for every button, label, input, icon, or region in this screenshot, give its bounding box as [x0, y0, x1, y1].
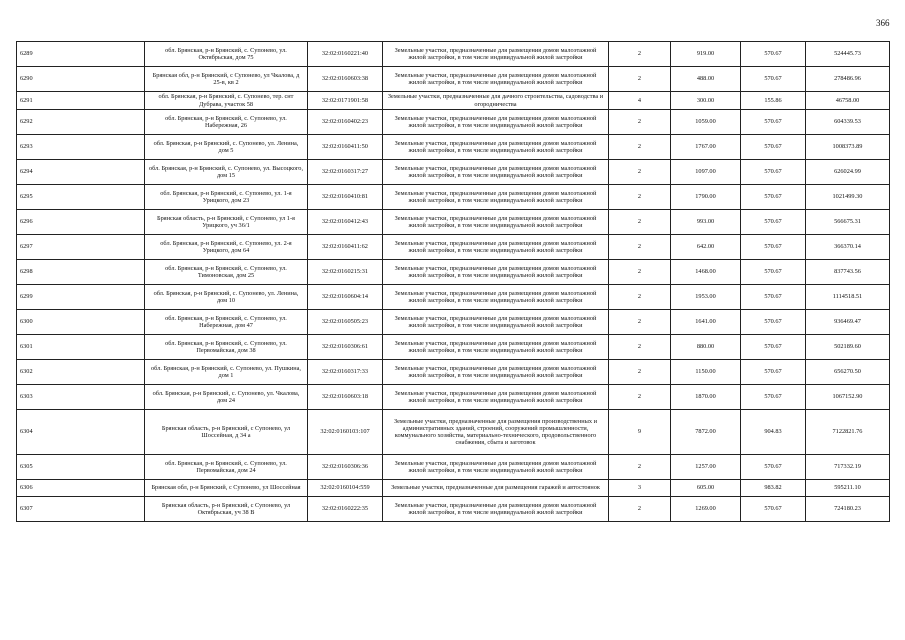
row-land-use: Земельные участки, предназначенные для размещения домов малоэтажной жилой застройки, в том числе индивидуальной жилой застройки — [383, 67, 609, 92]
row-number: 6299 — [17, 285, 145, 310]
row-cadastral-value: 626024.99 — [806, 160, 890, 185]
row-cadastral-value: 502189.60 — [806, 335, 890, 360]
row-address: Брянская область, р-н Брянский, с Супонево, ул 1-я Урицкого, уч 36/1 — [145, 210, 308, 235]
row-cadastral-value: 278486.96 — [806, 67, 890, 92]
row-cadastral-number: 32:02:0160104:559 — [308, 480, 383, 497]
row-cadastral-value: 595211.10 — [806, 480, 890, 497]
row-address: обл. Брянская, р-н Брянский, с. Супонево, ул. Тимоновская, дом 25 — [145, 260, 308, 285]
row-cadastral-value: 604339.53 — [806, 110, 890, 135]
table-row — [17, 210, 890, 235]
row-specific-value: 570.67 — [741, 210, 806, 235]
table-row — [17, 410, 890, 455]
table-row — [17, 360, 890, 385]
row-cadastral-value: 524445.73 — [806, 42, 890, 67]
row-area: 1870.00 — [671, 385, 741, 410]
row-cadastral-value: 46758.00 — [806, 92, 890, 110]
row-group: 2 — [609, 42, 671, 67]
row-group: 3 — [609, 480, 671, 497]
row-land-use: Земельные участки, предназначенные для размещения домов малоэтажной жилой застройки, в том числе индивидуальной жилой застройки — [383, 110, 609, 135]
row-address: обл. Брянская, р-н Брянский, с. Супонево, ул. Набережная, дом 47 — [145, 310, 308, 335]
row-cadastral-number: 32:02:0160317:27 — [308, 160, 383, 185]
row-land-use: Земельные участки, предназначенные для размещения домов малоэтажной жилой застройки, в том числе индивидуальной жилой застройки — [383, 260, 609, 285]
row-number: 6302 — [17, 360, 145, 385]
row-area: 300.00 — [671, 92, 741, 110]
row-group: 2 — [609, 135, 671, 160]
row-specific-value: 570.67 — [741, 285, 806, 310]
row-cadastral-number: 32:02:0160306:61 — [308, 335, 383, 360]
row-area: 605.00 — [671, 480, 741, 497]
row-number: 6296 — [17, 210, 145, 235]
row-area: 1257.00 — [671, 455, 741, 480]
row-specific-value: 155.86 — [741, 92, 806, 110]
row-group: 2 — [609, 335, 671, 360]
table-row — [17, 67, 890, 92]
row-specific-value: 570.67 — [741, 185, 806, 210]
row-cadastral-number: 32:02:0171901:58 — [308, 92, 383, 110]
row-specific-value: 570.67 — [741, 42, 806, 67]
row-cadastral-value: 566675.31 — [806, 210, 890, 235]
row-specific-value: 570.67 — [741, 135, 806, 160]
row-address: обл. Брянская, р-н Брянский, с. Супонево, ул. Чкалова, дом 24 — [145, 385, 308, 410]
row-cadastral-number: 32:02:0160103:107 — [308, 410, 383, 455]
row-cadastral-value: 366370.14 — [806, 235, 890, 260]
table-row — [17, 285, 890, 310]
row-specific-value: 570.67 — [741, 360, 806, 385]
row-cadastral-value: 1021499.30 — [806, 185, 890, 210]
table-row — [17, 92, 890, 110]
row-number: 6293 — [17, 135, 145, 160]
row-area: 880.00 — [671, 335, 741, 360]
table-row — [17, 260, 890, 285]
row-number: 6307 — [17, 497, 145, 522]
row-cadastral-value: 936469.47 — [806, 310, 890, 335]
row-specific-value: 570.67 — [741, 260, 806, 285]
row-number: 6297 — [17, 235, 145, 260]
row-cadastral-number: 32:02:0160603:18 — [308, 385, 383, 410]
row-cadastral-value: 724180.23 — [806, 497, 890, 522]
table-row — [17, 385, 890, 410]
row-group: 9 — [609, 410, 671, 455]
row-address: Брянская область, р-н Брянский, с Супонево, ул Октябрьская, уч 38 В — [145, 497, 308, 522]
row-cadastral-number: 32:02:0160215:31 — [308, 260, 383, 285]
row-area: 919.00 — [671, 42, 741, 67]
row-cadastral-number: 32:02:0160604:14 — [308, 285, 383, 310]
row-area: 993.00 — [671, 210, 741, 235]
row-group: 2 — [609, 310, 671, 335]
row-address: Брянская область, р-н Брянский, с Супонево, ул Шоссейная, д 34 а — [145, 410, 308, 455]
row-number: 6303 — [17, 385, 145, 410]
table-row — [17, 335, 890, 360]
row-address: обл. Брянская, р-н Брянский, с. Супонево, ул. Пушкина, дом 1 — [145, 360, 308, 385]
row-specific-value: 570.67 — [741, 67, 806, 92]
table-row — [17, 110, 890, 135]
row-land-use: Земельные участки, предназначенные для дачного строительства, садоводства и огородничества — [383, 92, 609, 110]
row-cadastral-number: 32:02:0160306:36 — [308, 455, 383, 480]
row-area: 1150.00 — [671, 360, 741, 385]
row-specific-value: 570.67 — [741, 110, 806, 135]
row-specific-value: 570.67 — [741, 235, 806, 260]
row-address: обл. Брянская, р-н Брянский, с. Супонево, тер. снт Дубрава, участок 58 — [145, 92, 308, 110]
row-area: 1097.00 — [671, 160, 741, 185]
row-number: 6289 — [17, 42, 145, 67]
row-cadastral-value: 1114518.51 — [806, 285, 890, 310]
row-specific-value: 904.83 — [741, 410, 806, 455]
table-row — [17, 310, 890, 335]
row-group: 2 — [609, 455, 671, 480]
page-number: 366 — [876, 18, 890, 28]
row-land-use: Земельные участки, предназначенные для размещения домов малоэтажной жилой застройки, в том числе индивидуальной жилой застройки — [383, 210, 609, 235]
row-number: 6291 — [17, 92, 145, 110]
row-group: 2 — [609, 160, 671, 185]
row-area: 1269.00 — [671, 497, 741, 522]
row-land-use: Земельные участки, предназначенные для размещения домов малоэтажной жилой застройки, в том числе индивидуальной жилой застройки — [383, 285, 609, 310]
table-row — [17, 185, 890, 210]
row-area: 7872.00 — [671, 410, 741, 455]
row-land-use: Земельные участки, предназначенные для размещения домов малоэтажной жилой застройки, в том числе индивидуальной жилой застройки — [383, 185, 609, 210]
row-number: 6304 — [17, 410, 145, 455]
row-cadastral-number: 32:02:0160412:43 — [308, 210, 383, 235]
row-number: 6305 — [17, 455, 145, 480]
row-group: 2 — [609, 385, 671, 410]
row-cadastral-value: 1067152.90 — [806, 385, 890, 410]
row-land-use: Земельные участки, предназначенные для размещения производственных и административных зданий, строений, сооружений промышленности, коммунального хозяйства, материально-технического, продовольственного снабжения, сбыта и заготовок — [383, 410, 609, 455]
row-area: 642.00 — [671, 235, 741, 260]
row-number: 6306 — [17, 480, 145, 497]
row-specific-value: 983.82 — [741, 480, 806, 497]
row-specific-value: 570.67 — [741, 310, 806, 335]
row-cadastral-value: 656270.50 — [806, 360, 890, 385]
row-group: 4 — [609, 92, 671, 110]
row-specific-value: 570.67 — [741, 455, 806, 480]
row-cadastral-value: 837743.56 — [806, 260, 890, 285]
row-land-use: Земельные участки, предназначенные для размещения домов малоэтажной жилой застройки, в том числе индивидуальной жилой застройки — [383, 42, 609, 67]
row-address: обл. Брянская, р-н Брянский, с. Супонево, ул. Высоцкого, дом 15 — [145, 160, 308, 185]
row-cadastral-number: 32:02:0160603:38 — [308, 67, 383, 92]
table-row — [17, 42, 890, 67]
row-address: обл. Брянская, р-н Брянский, с. Супонево, ул. Ленина, дом 10 — [145, 285, 308, 310]
row-cadastral-number: 32:02:0160221:40 — [308, 42, 383, 67]
table-row — [17, 160, 890, 185]
row-land-use: Земельные участки, предназначенные для размещения домов малоэтажной жилой застройки, в том числе индивидуальной жилой застройки — [383, 160, 609, 185]
row-cadastral-number: 32:02:0160410:81 — [308, 185, 383, 210]
row-area: 1059.00 — [671, 110, 741, 135]
row-number: 6300 — [17, 310, 145, 335]
row-address: обл. Брянская, р-н Брянский, с. Супонево, ул. Октябрьская, дом 75 — [145, 42, 308, 67]
row-cadastral-number: 32:02:0160505:23 — [308, 310, 383, 335]
row-land-use: Земельные участки, предназначенные для размещения домов малоэтажной жилой застройки, в том числе индивидуальной жилой застройки — [383, 310, 609, 335]
row-number: 6294 — [17, 160, 145, 185]
row-land-use: Земельные участки, предназначенные для размещения домов малоэтажной жилой застройки, в том числе индивидуальной жилой застройки — [383, 360, 609, 385]
row-area: 1767.00 — [671, 135, 741, 160]
row-cadastral-value: 7122821.76 — [806, 410, 890, 455]
table-row — [17, 497, 890, 522]
row-specific-value: 570.67 — [741, 385, 806, 410]
cadastral-value-table — [16, 41, 890, 522]
row-land-use: Земельные участки, предназначенные для размещения домов малоэтажной жилой застройки, в том числе индивидуальной жилой застройки — [383, 235, 609, 260]
row-group: 2 — [609, 110, 671, 135]
row-number: 6290 — [17, 67, 145, 92]
row-specific-value: 570.67 — [741, 160, 806, 185]
row-area: 488.00 — [671, 67, 741, 92]
row-address: обл. Брянская, р-н Брянский, с. Супонево, ул. Первомайская, дом 38 — [145, 335, 308, 360]
table-row — [17, 480, 890, 497]
row-land-use: Земельные участки, предназначенные для размещения домов малоэтажной жилой застройки, в том числе индивидуальной жилой застройки — [383, 335, 609, 360]
row-area: 1790.00 — [671, 185, 741, 210]
row-specific-value: 570.67 — [741, 335, 806, 360]
row-land-use: Земельные участки, предназначенные для размещения домов малоэтажной жилой застройки, в том числе индивидуальной жилой застройки — [383, 135, 609, 160]
row-land-use: Земельные участки, предназначенные для размещения домов малоэтажной жилой застройки, в том числе индивидуальной жилой застройки — [383, 455, 609, 480]
row-address: обл. Брянская, р-н Брянский, с. Супонево, ул. Ленина, дом 5 — [145, 135, 308, 160]
row-address: обл. Брянская, р-н Брянский, с. Супонево, ул. 1-я Урицкого, дом 23 — [145, 185, 308, 210]
row-land-use: Земельные участки, предназначенные для размещения домов малоэтажной жилой застройки, в том числе индивидуальной жилой застройки — [383, 385, 609, 410]
row-land-use: Земельные участки, предназначенные для размещения гаражей и автостоянок — [383, 480, 609, 497]
row-cadastral-number: 32:02:0160222:35 — [308, 497, 383, 522]
row-group: 2 — [609, 185, 671, 210]
row-group: 2 — [609, 260, 671, 285]
row-cadastral-number: 32:02:0160411:62 — [308, 235, 383, 260]
row-specific-value: 570.67 — [741, 497, 806, 522]
row-number: 6298 — [17, 260, 145, 285]
row-cadastral-number: 32:02:0160317:33 — [308, 360, 383, 385]
row-group: 2 — [609, 210, 671, 235]
row-address: обл. Брянская, р-н Брянский, с. Супонево, ул. Первомайская, дом 24 — [145, 455, 308, 480]
row-address: обл. Брянская, р-н Брянский, с. Супонево, ул. Набережная, 26 — [145, 110, 308, 135]
row-group: 2 — [609, 235, 671, 260]
row-area: 1468.00 — [671, 260, 741, 285]
row-area: 1641.00 — [671, 310, 741, 335]
row-cadastral-value: 717332.19 — [806, 455, 890, 480]
row-cadastral-number: 32:02:0160411:50 — [308, 135, 383, 160]
row-land-use: Земельные участки, предназначенные для размещения домов малоэтажной жилой застройки, в том числе индивидуальной жилой застройки — [383, 497, 609, 522]
row-group: 2 — [609, 285, 671, 310]
table-row — [17, 455, 890, 480]
row-area: 1953.00 — [671, 285, 741, 310]
row-group: 2 — [609, 67, 671, 92]
row-address: Брянская обл, р-н Брянский, с Супонево, ул Шоссейная — [145, 480, 308, 497]
row-number: 6292 — [17, 110, 145, 135]
row-cadastral-value: 1008373.89 — [806, 135, 890, 160]
row-group: 2 — [609, 360, 671, 385]
row-number: 6301 — [17, 335, 145, 360]
row-address: Брянская обл, р-н Брянский, с Супонево, ул Чкалова, д 25-в, кв 2 — [145, 67, 308, 92]
row-number: 6295 — [17, 185, 145, 210]
row-cadastral-number: 32:02:0160402:23 — [308, 110, 383, 135]
row-group: 2 — [609, 497, 671, 522]
table-row — [17, 135, 890, 160]
row-address: обл. Брянская, р-н Брянский, с. Супонево, ул. 2-я Урицкого, дом 64 — [145, 235, 308, 260]
table-row — [17, 235, 890, 260]
